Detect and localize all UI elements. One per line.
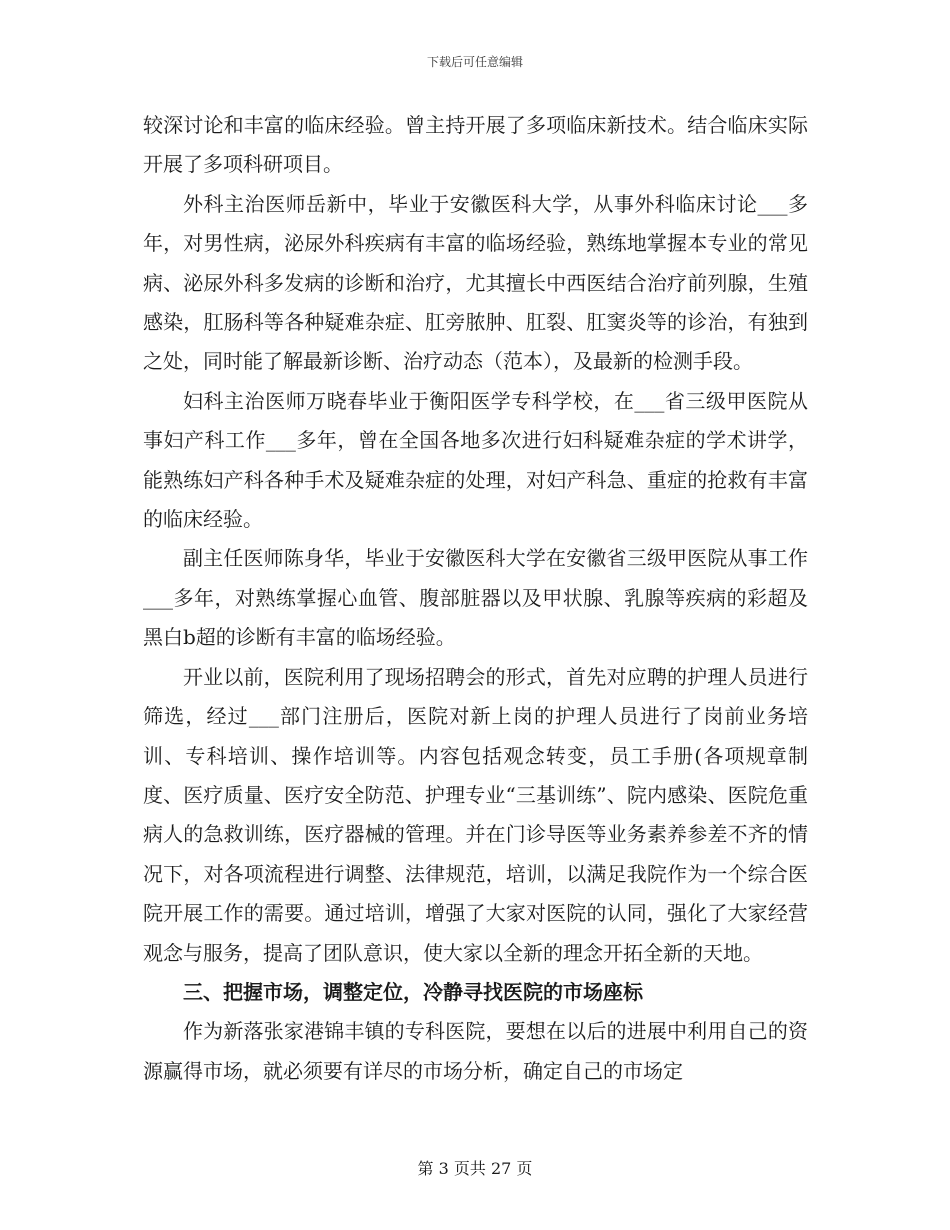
paragraph-market: 作为新落张家港锦丰镇的专科医院，要想在以后的进展中利用自己的资源赢得市场，就必须要有详尽的市场分析，确定自己的市场定 [143, 1019, 808, 1083]
paragraph-training: 开业以前，医院利用了现场招聘会的形式，首先对应聘的护理人员进行筛选，经过___部门注册后，医院对新上岗的护理人员进行了岗前业务培训、专科培训、操作培训等。内容包括观念转变，员工手册(各项规章制度、医疗质量、医疗安全防范、护理专业“三基训练”、院内感染、医院危重病人的急救训练，医疗器械的管理。并在门诊导医等业务素养参差不齐的情况下，对各项流程进行调整、法律规范，培训，以满足我院作为一个综合医院开展工作的需要。通过培训，增强了大家对医院的认同，强化了大家经营观念与服务，提高了团队意识，使大家以全新的理念开拓全新的天地。 [143, 664, 808, 965]
page-header: 下载后可任意编辑 [426, 55, 523, 69]
page-footer: 第 3 页共 27 页 [417, 1159, 533, 1178]
paragraph-gynecologist: 妇科主治医师万晓春毕业于衡阳医学专科学校，在___省三级甲医院从事妇产科工作___多年，曾在全国各地多次进行妇科疑难杂症的学术讲学，能熟练妇产科各种手术及疑难杂症的处理，对妇产科急、重症的抢救有丰富的临床经验。 [143, 388, 808, 532]
section-heading: 三、把握市场，调整定位，冷静寻找医院的市场座标 [183, 979, 643, 1004]
paragraph-surgeon: 外科主治医师岳新中，毕业于安徽医科大学，从事外科临床讨论___多年，对男性病，泌尿外科疾病有丰富的临场经验，熟练地掌握本专业的常见病、泌尿外科多发病的诊断和治疗，尤其擅长中西医结合治疗前列腺，生殖感染，肛肠科等各种疑难杂症、肛旁脓肿、肛裂、肛窦炎等的诊治，有独到之处，同时能了解最新诊断、治疗动态（范本），及最新的检测手段。 [143, 191, 808, 374]
paragraph-continuation: 较深讨论和丰富的临床经验。曾主持开展了多项临床新技术。结合临床实际开展了多项科研项目。 [143, 113, 808, 177]
paragraph-ultrasound-doctor: 副主任医师陈身华，毕业于安徽医科大学在安徽省三级甲医院从事工作___多年，对熟练掌握心血管、腹部脏器以及甲状腺、乳腺等疾病的彩超及黑白b超的诊断有丰富的临场经验。 [143, 546, 808, 650]
document-body [143, 106, 808, 1091]
